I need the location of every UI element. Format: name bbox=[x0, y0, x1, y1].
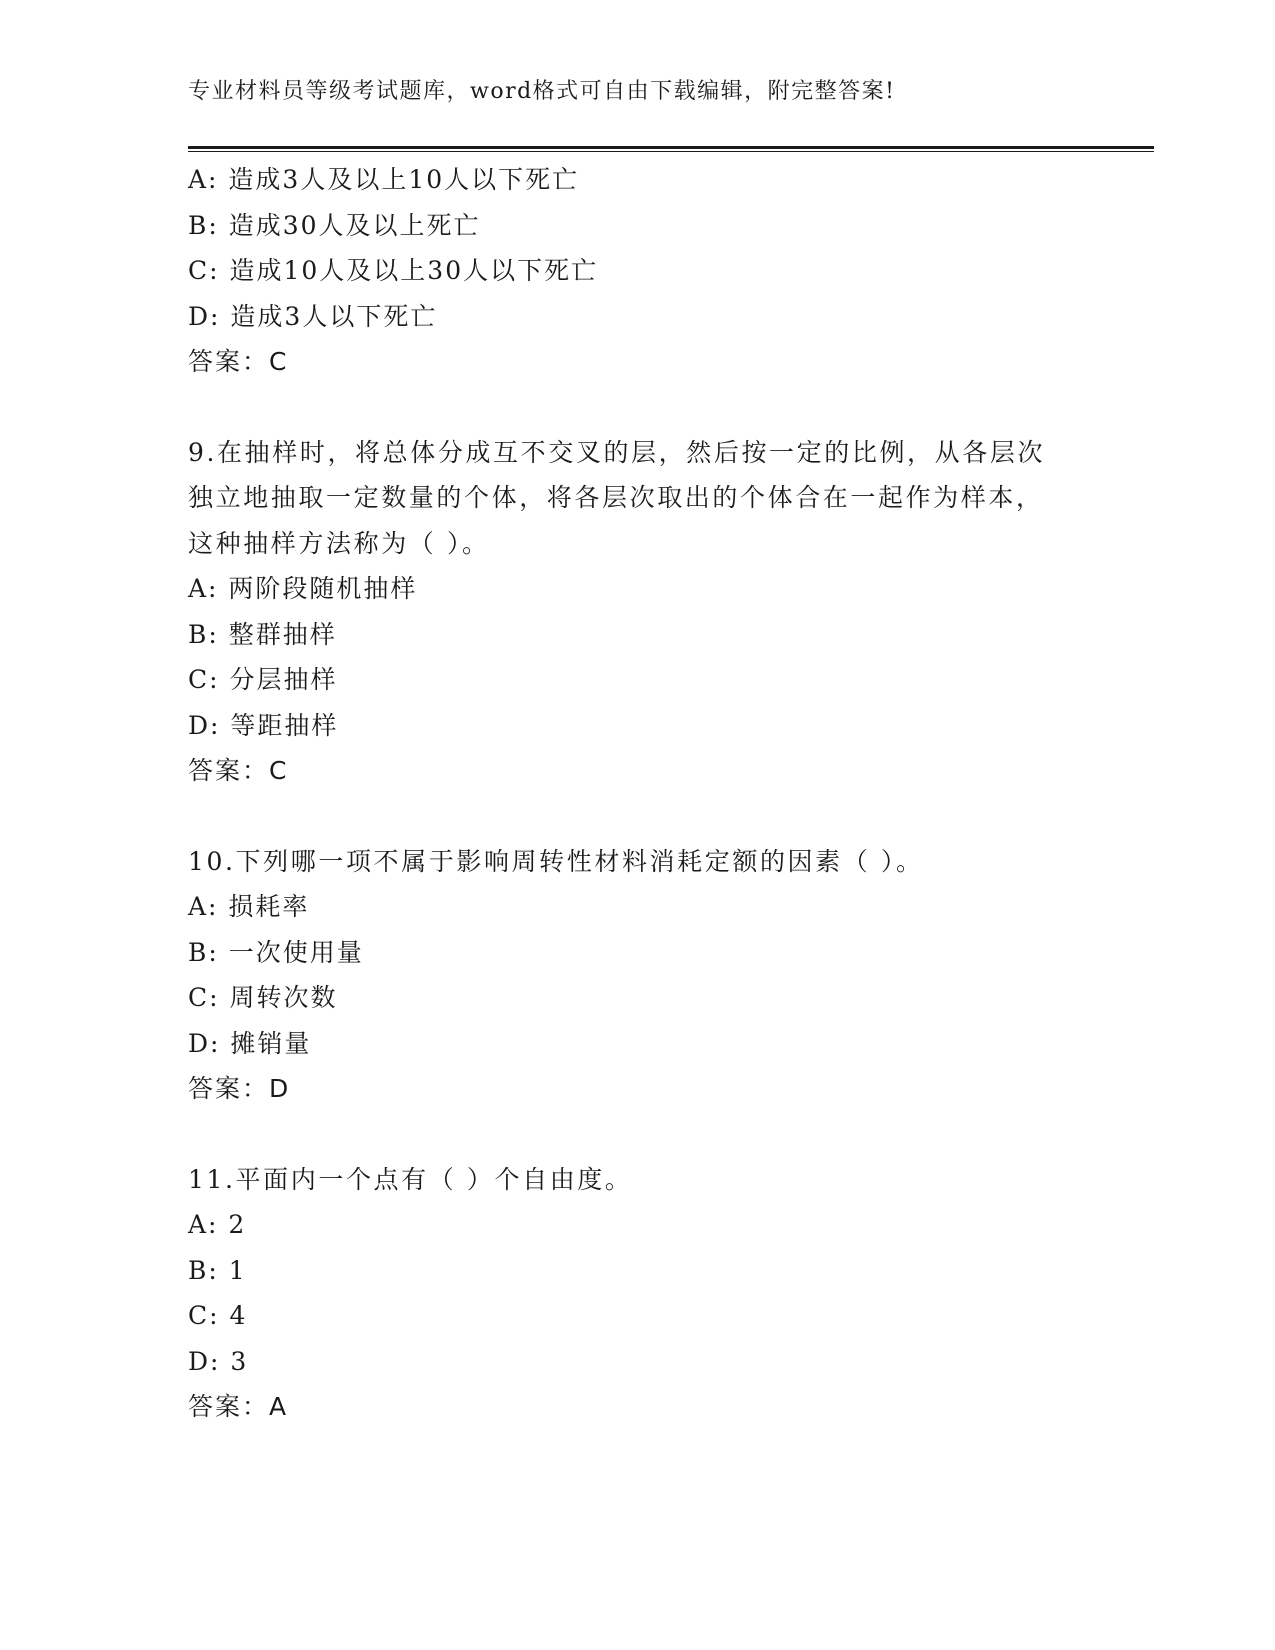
header-rule-thin bbox=[188, 151, 1154, 152]
answer-line: 答案：C bbox=[188, 756, 289, 785]
option-a: A: 2 bbox=[188, 1210, 247, 1239]
option-c: C: 分层抽样 bbox=[188, 665, 338, 694]
answer-line: 答案：A bbox=[188, 1392, 289, 1421]
answer-line: 答案：C bbox=[188, 347, 289, 376]
question-text: 10.下列哪一项不属于影响周转性材料消耗定额的因素（ ）。 bbox=[188, 846, 924, 876]
spacer bbox=[188, 794, 1088, 839]
option-d: D: 造成3人以下死亡 bbox=[188, 301, 438, 331]
question-9 bbox=[188, 430, 1088, 794]
spacer bbox=[188, 385, 1088, 430]
option-c: C: 4 bbox=[188, 1301, 248, 1330]
option-c: C: 周转次数 bbox=[188, 983, 338, 1012]
option-a: A: 造成3人及以上10人以下死亡 bbox=[188, 165, 580, 194]
option-b: B: 一次使用量 bbox=[188, 937, 364, 967]
option-c: C: 造成10人及以上30人以下死亡 bbox=[188, 256, 599, 285]
question-8-continued bbox=[188, 157, 1088, 385]
question-11 bbox=[188, 1157, 1088, 1430]
page-header: 专业材料员等级考试题库，word格式可自由下载编辑，附完整答案! bbox=[188, 79, 896, 104]
question-text: 11.平面内一个点有（ ）个自由度。 bbox=[188, 1164, 633, 1194]
option-b: B: 整群抽样 bbox=[188, 619, 337, 649]
option-a: A: 两阶段随机抽样 bbox=[188, 574, 418, 603]
option-d: D: 摊销量 bbox=[188, 1028, 312, 1058]
question-text: 9.在抽样时，将总体分成互不交叉的层，然后按一定的比例，从各层次独立地抽取一定数量的个体，将各层次取出的个体合在一起作为样本，这种抽样方法称为（ ）。 bbox=[188, 437, 1046, 558]
option-a: A: 损耗率 bbox=[188, 892, 310, 921]
option-b: B: 1 bbox=[188, 1255, 247, 1285]
answer-line: 答案：D bbox=[188, 1074, 291, 1103]
question-10 bbox=[188, 839, 1088, 1112]
option-d: D: 等距抽样 bbox=[188, 710, 339, 740]
question-list bbox=[188, 157, 1088, 1430]
option-b: B: 造成30人及以上死亡 bbox=[188, 210, 481, 240]
spacer bbox=[188, 1112, 1088, 1157]
option-d: D: 3 bbox=[188, 1346, 249, 1376]
header-rule-thick bbox=[188, 146, 1154, 149]
